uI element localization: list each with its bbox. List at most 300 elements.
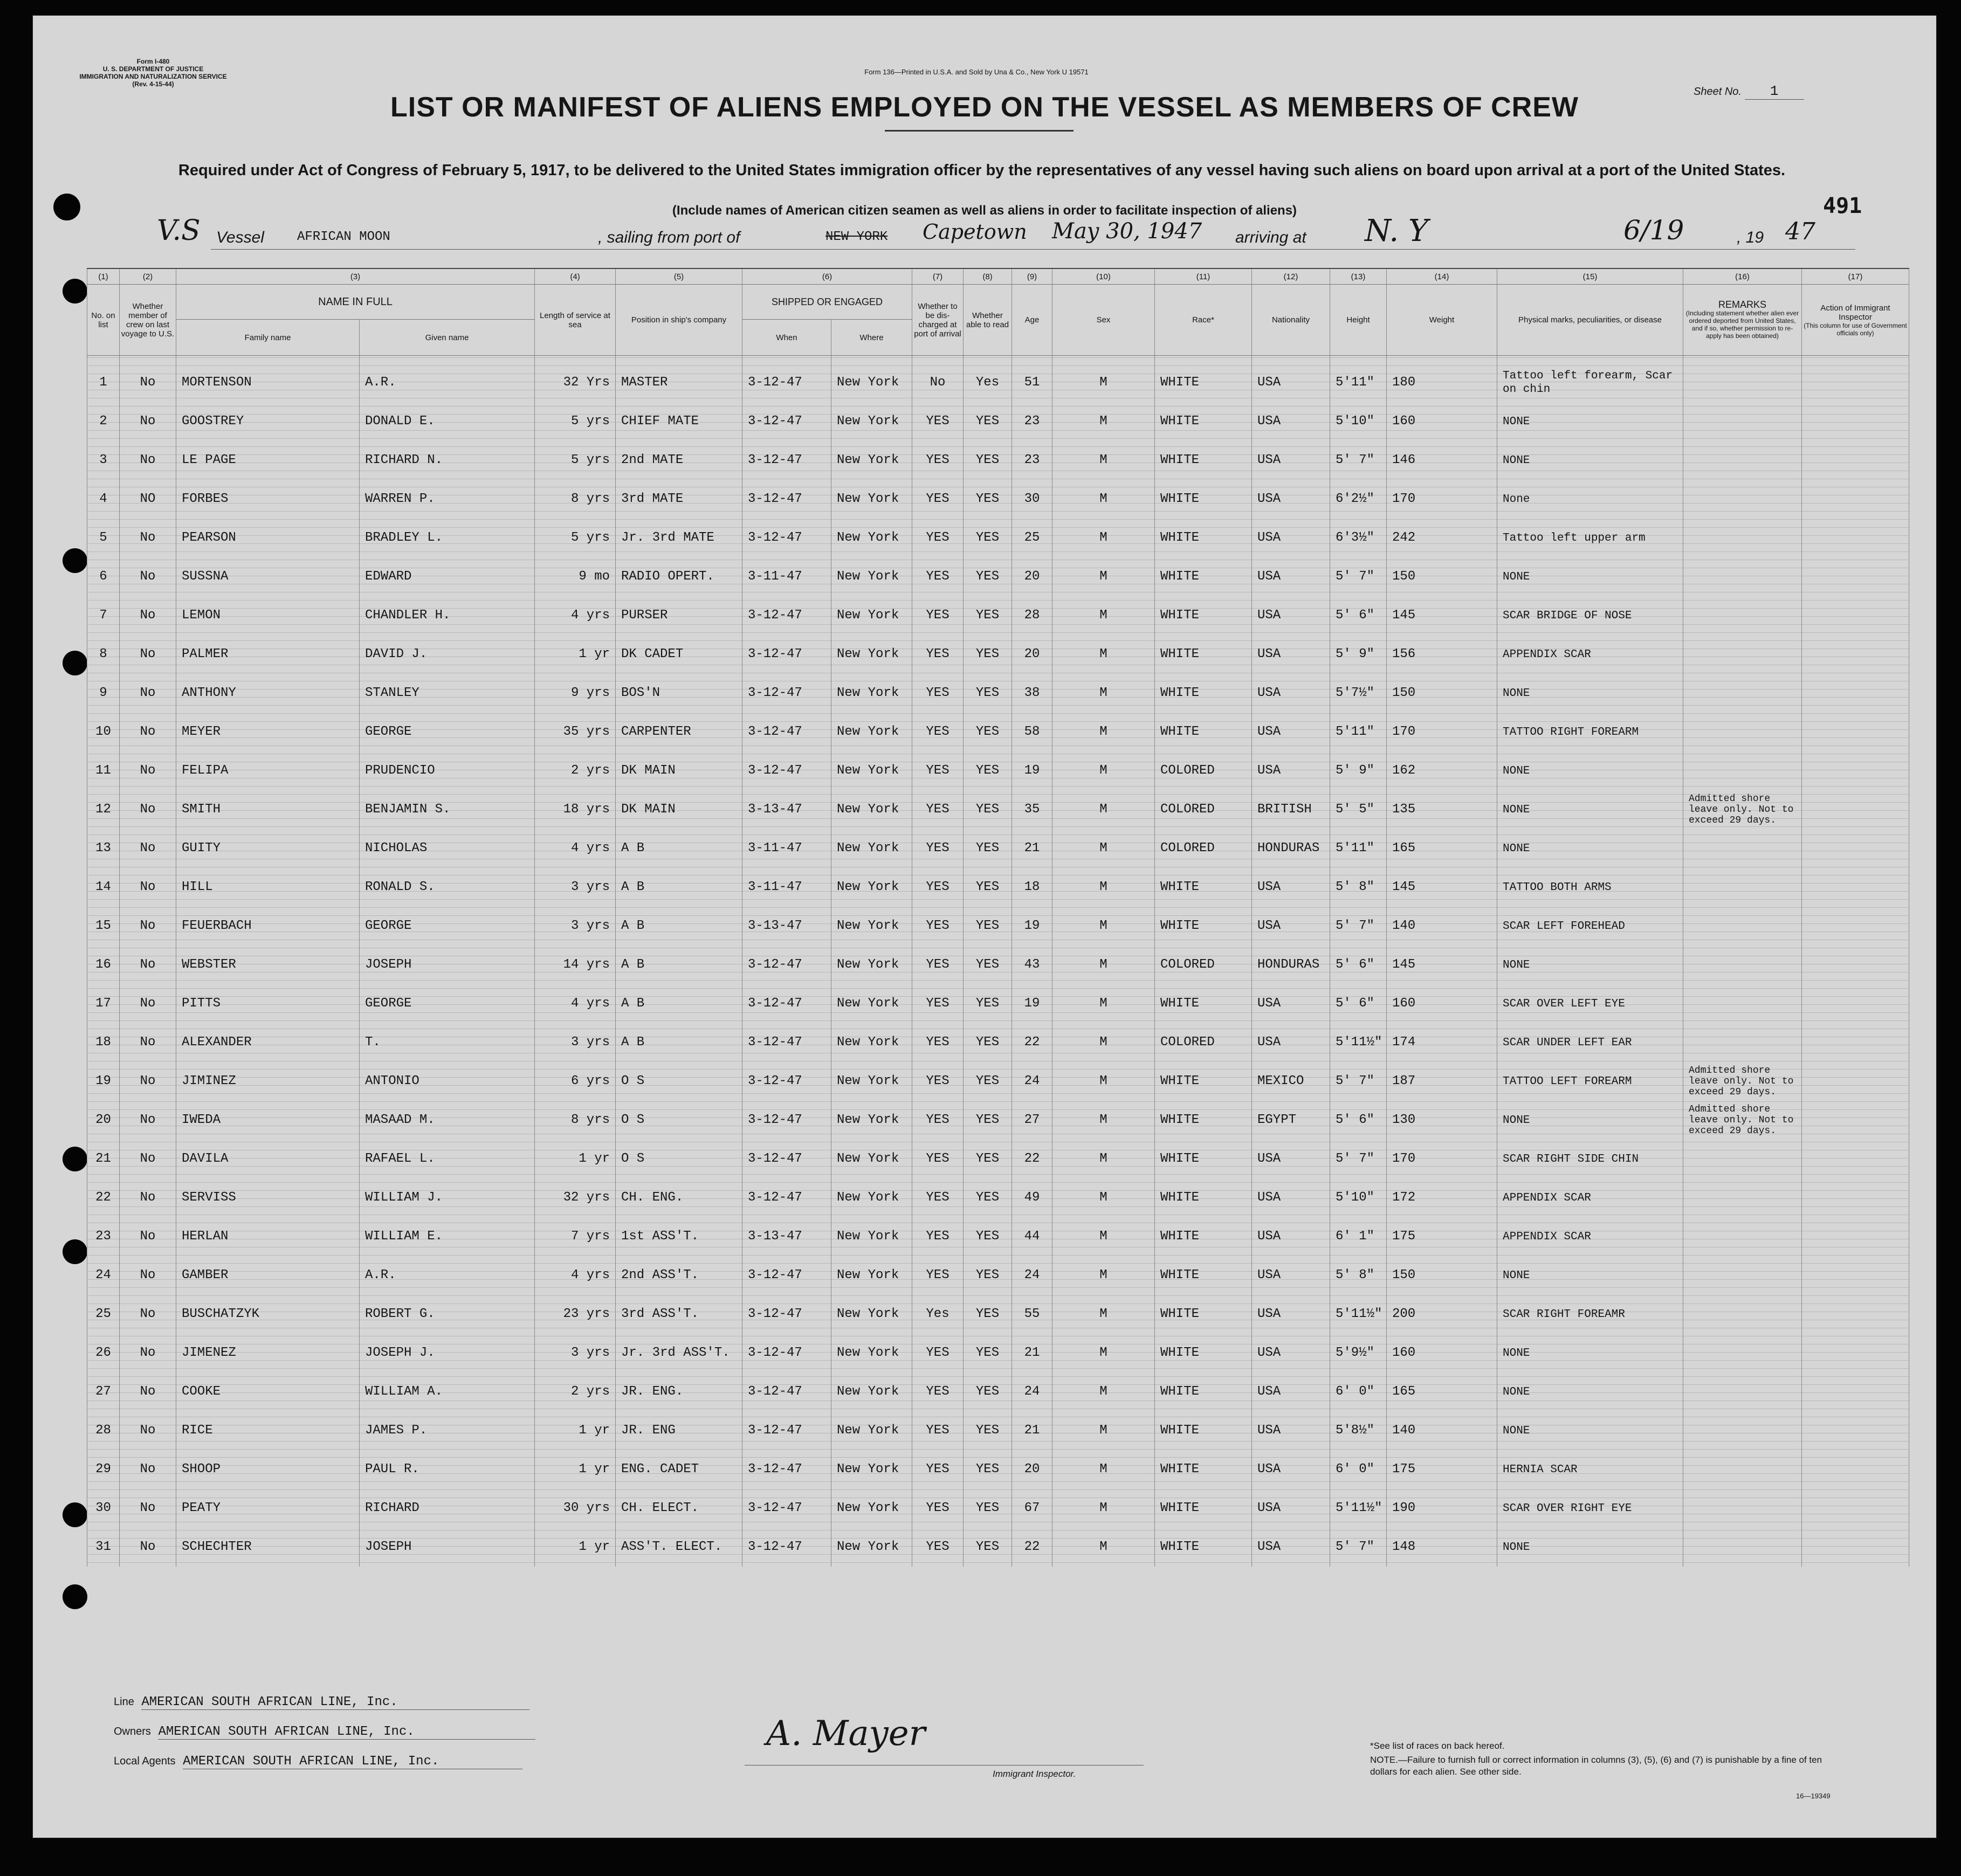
family-name-cell: FELIPA: [176, 751, 360, 790]
length-of-service-cell: 35 yrs: [535, 713, 616, 751]
list-number-cell: 30: [87, 1489, 120, 1528]
header-discharged: Whether to be dis-charged at port of arrival: [912, 285, 964, 356]
inspector-action-cell: [1802, 596, 1909, 635]
race-cell: WHITE: [1155, 1062, 1252, 1101]
shipped-where-cell: New York: [831, 635, 912, 674]
sailing-port: Capetown: [923, 220, 1027, 244]
race-cell: WHITE: [1155, 1372, 1252, 1411]
inspector-action-cell: [1802, 480, 1909, 519]
shipped-where-cell: New York: [831, 1372, 912, 1411]
age-cell: 43: [1012, 946, 1052, 984]
action-title: Action of Immigrant Inspector: [1820, 303, 1890, 322]
able-to-read-cell: YES: [964, 1023, 1012, 1062]
crew-row: [87, 1062, 1909, 1101]
remarks-cell: [1683, 402, 1802, 441]
crew-row: [87, 480, 1909, 519]
discharged-cell: YES: [912, 1334, 964, 1372]
given-name-cell: ROBERT G.: [360, 1295, 535, 1334]
header-height: Height: [1330, 285, 1387, 356]
list-number-cell: 8: [87, 635, 120, 674]
prev-voyage-cell: No: [120, 1062, 176, 1101]
crew-row: [87, 1140, 1909, 1178]
length-of-service-cell: 5 yrs: [535, 402, 616, 441]
age-cell: 22: [1012, 1023, 1052, 1062]
given-name-cell: STANLEY: [360, 674, 535, 713]
remarks-note: (Including statement whether alien ever ordered deported from United States, and if so, whether permission to re-apply has been obtained): [1685, 309, 1799, 340]
prev-voyage-cell: No: [120, 829, 176, 868]
given-name-cell: DAVID J.: [360, 635, 535, 674]
list-number-cell: 22: [87, 1178, 120, 1217]
physical-marks-cell: SCAR LEFT FOREHEAD: [1497, 907, 1683, 946]
family-name-cell: JIMINEZ: [176, 1062, 360, 1101]
able-to-read-cell: YES: [964, 1295, 1012, 1334]
length-of-service-cell: 30 yrs: [535, 1489, 616, 1528]
prev-voyage-cell: No: [120, 1372, 176, 1411]
given-name-cell: JAMES P.: [360, 1411, 535, 1450]
age-cell: 35: [1012, 790, 1052, 829]
header-nationality: Nationality: [1252, 285, 1330, 356]
shipped-when-cell: 3-12-47: [742, 1023, 831, 1062]
height-cell: 5'11½": [1330, 1489, 1387, 1528]
given-name-cell: WILLIAM E.: [360, 1217, 535, 1256]
sheet-number: 1: [1745, 83, 1804, 100]
remarks-cell: [1683, 907, 1802, 946]
crew-row: [87, 1217, 1909, 1256]
length-of-service-cell: 23 yrs: [535, 1295, 616, 1334]
physical-marks-cell: NONE: [1497, 557, 1683, 596]
weight-cell: 190: [1387, 1489, 1497, 1528]
weight-cell: 172: [1387, 1178, 1497, 1217]
inspector-action-cell: [1802, 751, 1909, 790]
prev-voyage-cell: No: [120, 1140, 176, 1178]
age-cell: 30: [1012, 480, 1052, 519]
age-cell: 18: [1012, 868, 1052, 907]
sailing-label: , sailing from port of: [598, 229, 740, 246]
able-to-read-cell: YES: [964, 1489, 1012, 1528]
physical-marks-cell: SCAR UNDER LEFT EAR: [1497, 1023, 1683, 1062]
length-of-service-cell: 8 yrs: [535, 480, 616, 519]
prev-voyage-cell: No: [120, 1411, 176, 1450]
position-cell: 3rd ASS'T.: [616, 1295, 742, 1334]
race-cell: WHITE: [1155, 1528, 1252, 1567]
family-name-cell: SCHECHTER: [176, 1528, 360, 1567]
race-cell: WHITE: [1155, 984, 1252, 1023]
header-physical-marks: Physical marks, peculiarities, or disease: [1497, 285, 1683, 356]
sex-cell: M: [1052, 713, 1155, 751]
position-cell: CH. ENG.: [616, 1178, 742, 1217]
shipped-when-cell: 3-11-47: [742, 868, 831, 907]
race-cell: WHITE: [1155, 713, 1252, 751]
crew-row: [87, 907, 1909, 946]
age-cell: 20: [1012, 635, 1052, 674]
weight-cell: 160: [1387, 984, 1497, 1023]
list-number-cell: 24: [87, 1256, 120, 1295]
shipped-when-cell: 3-12-47: [742, 1489, 831, 1528]
sex-cell: M: [1052, 829, 1155, 868]
vessel-prefix: V.S: [157, 215, 201, 247]
remarks-cell: [1683, 1372, 1802, 1411]
physical-marks-cell: Tattoo left forearm, Scar on chin: [1497, 356, 1683, 403]
col-num-7: (7): [912, 268, 964, 285]
shipped-where-cell: New York: [831, 1178, 912, 1217]
nationality-cell: USA: [1252, 635, 1330, 674]
remarks-cell: [1683, 356, 1802, 403]
header-no-on-list: No. on list: [87, 285, 120, 356]
age-cell: 23: [1012, 402, 1052, 441]
list-number-cell: 20: [87, 1101, 120, 1140]
family-name-cell: ANTHONY: [176, 674, 360, 713]
prev-voyage-cell: No: [120, 596, 176, 635]
length-of-service-cell: 1 yr: [535, 1140, 616, 1178]
nationality-cell: USA: [1252, 1528, 1330, 1567]
physical-marks-cell: NONE: [1497, 1256, 1683, 1295]
remarks-cell: [1683, 557, 1802, 596]
physical-marks-cell: APPENDIX SCAR: [1497, 1178, 1683, 1217]
list-number-cell: 5: [87, 519, 120, 557]
height-cell: 6' 0": [1330, 1450, 1387, 1489]
shipped-when-cell: 3-12-47: [742, 1411, 831, 1450]
shipped-when-cell: 3-11-47: [742, 829, 831, 868]
col-num-17: (17): [1802, 268, 1909, 285]
shipped-where-cell: New York: [831, 713, 912, 751]
header-race: Race*: [1155, 285, 1252, 356]
family-name-cell: HERLAN: [176, 1217, 360, 1256]
race-cell: WHITE: [1155, 868, 1252, 907]
remarks-cell: [1683, 1489, 1802, 1528]
family-name-cell: PEATY: [176, 1489, 360, 1528]
height-cell: 5' 5": [1330, 790, 1387, 829]
family-name-cell: JIMENEZ: [176, 1334, 360, 1372]
prev-voyage-cell: No: [120, 356, 176, 403]
list-number-cell: 9: [87, 674, 120, 713]
length-of-service-cell: 4 yrs: [535, 596, 616, 635]
crew-row: [87, 1178, 1909, 1217]
race-cell: WHITE: [1155, 480, 1252, 519]
header-weight: Weight: [1387, 285, 1497, 356]
sex-cell: M: [1052, 907, 1155, 946]
header-prev-voyage: Whether member of crew on last voyage to U.S.: [120, 285, 176, 356]
discharged-cell: YES: [912, 519, 964, 557]
nationality-cell: USA: [1252, 557, 1330, 596]
prev-voyage-cell: No: [120, 1295, 176, 1334]
family-name-cell: MEYER: [176, 713, 360, 751]
position-cell: JR. ENG.: [616, 1372, 742, 1411]
header-sex: Sex: [1052, 285, 1155, 356]
physical-marks-cell: SCAR BRIDGE OF NOSE: [1497, 596, 1683, 635]
shipped-when-cell: 3-12-47: [742, 1140, 831, 1178]
physical-marks-cell: Tattoo left upper arm: [1497, 519, 1683, 557]
crew-row: [87, 441, 1909, 480]
length-of-service-cell: 32 yrs: [535, 1178, 616, 1217]
nationality-cell: USA: [1252, 441, 1330, 480]
position-cell: DK MAIN: [616, 751, 742, 790]
shipped-when-cell: 3-12-47: [742, 1372, 831, 1411]
col-num-4: (4): [535, 268, 616, 285]
given-name-cell: DONALD E.: [360, 402, 535, 441]
shipped-where-cell: New York: [831, 557, 912, 596]
inspector-action-cell: [1802, 1528, 1909, 1567]
shipped-where-cell: New York: [831, 1256, 912, 1295]
shipped-when-cell: 3-13-47: [742, 907, 831, 946]
position-cell: A B: [616, 984, 742, 1023]
weight-cell: 140: [1387, 907, 1497, 946]
given-name-cell: RONALD S.: [360, 868, 535, 907]
family-name-cell: BUSCHATZYK: [176, 1295, 360, 1334]
position-cell: CARPENTER: [616, 713, 742, 751]
sex-cell: M: [1052, 1178, 1155, 1217]
weight-cell: 180: [1387, 356, 1497, 403]
discharged-cell: YES: [912, 907, 964, 946]
family-name-cell: LEMON: [176, 596, 360, 635]
weight-cell: 242: [1387, 519, 1497, 557]
discharged-cell: YES: [912, 596, 964, 635]
crew-row: [87, 1334, 1909, 1372]
nationality-cell: USA: [1252, 1023, 1330, 1062]
weight-cell: 156: [1387, 635, 1497, 674]
shipped-when-cell: 3-12-47: [742, 1062, 831, 1101]
shipped-when-cell: 3-13-47: [742, 1217, 831, 1256]
sex-cell: M: [1052, 674, 1155, 713]
agents-label: Local Agents: [114, 1755, 176, 1767]
age-cell: 22: [1012, 1528, 1052, 1567]
vessel-label: Vessel: [216, 229, 264, 246]
physical-marks-cell: NONE: [1497, 946, 1683, 984]
age-cell: 38: [1012, 674, 1052, 713]
sex-cell: M: [1052, 519, 1155, 557]
weight-cell: 165: [1387, 1372, 1497, 1411]
inspector-action-cell: [1802, 1411, 1909, 1450]
discharged-cell: YES: [912, 402, 964, 441]
given-name-cell: A.R.: [360, 1256, 535, 1295]
form-number: Form I-480: [136, 58, 170, 65]
length-of-service-cell: 4 yrs: [535, 829, 616, 868]
crew-row: [87, 1489, 1909, 1528]
inspector-action-cell: [1802, 829, 1909, 868]
form-identification: [75, 58, 231, 88]
prev-voyage-cell: No: [120, 1334, 176, 1372]
sex-cell: M: [1052, 480, 1155, 519]
position-cell: CHIEF MATE: [616, 402, 742, 441]
family-name-cell: LE PAGE: [176, 441, 360, 480]
weight-cell: 150: [1387, 674, 1497, 713]
list-number-cell: 13: [87, 829, 120, 868]
header-shipped: SHIPPED OR ENGAGED: [742, 285, 912, 320]
shipped-where-cell: New York: [831, 519, 912, 557]
crew-row: [87, 356, 1909, 403]
list-number-cell: 7: [87, 596, 120, 635]
length-of-service-cell: 14 yrs: [535, 946, 616, 984]
length-of-service-cell: 3 yrs: [535, 907, 616, 946]
weight-cell: 175: [1387, 1450, 1497, 1489]
list-number-cell: 15: [87, 907, 120, 946]
position-cell: ENG. CADET: [616, 1450, 742, 1489]
length-of-service-cell: 1 yr: [535, 635, 616, 674]
discharged-cell: YES: [912, 1101, 964, 1140]
able-to-read-cell: YES: [964, 402, 1012, 441]
shipped-when-cell: 3-12-47: [742, 1101, 831, 1140]
given-name-cell: GEORGE: [360, 907, 535, 946]
col-num-3: (3): [176, 268, 535, 285]
family-name-cell: PALMER: [176, 635, 360, 674]
shipped-where-cell: New York: [831, 946, 912, 984]
able-to-read-cell: YES: [964, 751, 1012, 790]
age-cell: 21: [1012, 829, 1052, 868]
inspector-action-cell: [1802, 984, 1909, 1023]
physical-marks-cell: NONE: [1497, 402, 1683, 441]
nationality-cell: USA: [1252, 1256, 1330, 1295]
shipped-when-cell: 3-12-47: [742, 1178, 831, 1217]
family-name-cell: HILL: [176, 868, 360, 907]
inspector-action-cell: [1802, 1140, 1909, 1178]
length-of-service-cell: 9 mo: [535, 557, 616, 596]
nationality-cell: USA: [1252, 674, 1330, 713]
physical-marks-cell: SCAR OVER LEFT EYE: [1497, 984, 1683, 1023]
discharged-cell: YES: [912, 1023, 964, 1062]
inspector-action-cell: [1802, 1178, 1909, 1217]
department-name: U. S. DEPARTMENT OF JUSTICE: [102, 65, 204, 73]
sex-cell: M: [1052, 868, 1155, 907]
position-cell: MASTER: [616, 356, 742, 403]
remarks-cell: [1683, 596, 1802, 635]
nationality-cell: USA: [1252, 356, 1330, 403]
age-cell: 21: [1012, 1411, 1052, 1450]
position-cell: A B: [616, 907, 742, 946]
remarks-cell: [1683, 674, 1802, 713]
remarks-cell: [1683, 1411, 1802, 1450]
inspector-action-cell: [1802, 1217, 1909, 1256]
crew-row: [87, 1101, 1909, 1140]
nationality-cell: USA: [1252, 1178, 1330, 1217]
arriving-port: N. Y: [1365, 213, 1428, 249]
weight-cell: 150: [1387, 557, 1497, 596]
race-cell: WHITE: [1155, 596, 1252, 635]
height-cell: 6' 1": [1330, 1217, 1387, 1256]
age-cell: 24: [1012, 1062, 1052, 1101]
crew-table: [87, 268, 1909, 1567]
prev-voyage-cell: No: [120, 519, 176, 557]
able-to-read-cell: YES: [964, 1062, 1012, 1101]
family-name-cell: GAMBER: [176, 1256, 360, 1295]
nationality-cell: USA: [1252, 1140, 1330, 1178]
nationality-cell: USA: [1252, 519, 1330, 557]
prev-voyage-cell: No: [120, 557, 176, 596]
family-name-cell: PEARSON: [176, 519, 360, 557]
crew-row: [87, 751, 1909, 790]
height-cell: 5' 8": [1330, 868, 1387, 907]
nationality-cell: USA: [1252, 1450, 1330, 1489]
discharged-cell: YES: [912, 984, 964, 1023]
length-of-service-cell: 5 yrs: [535, 441, 616, 480]
weight-cell: 145: [1387, 946, 1497, 984]
age-cell: 49: [1012, 1178, 1052, 1217]
able-to-read-cell: YES: [964, 946, 1012, 984]
nationality-cell: EGYPT: [1252, 1101, 1330, 1140]
family-name-cell: FORBES: [176, 480, 360, 519]
inspector-action-cell: [1802, 790, 1909, 829]
prev-voyage-cell: No: [120, 1217, 176, 1256]
shipped-when-cell: 3-12-47: [742, 356, 831, 403]
col-num-13: (13): [1330, 268, 1387, 285]
list-number-cell: 1: [87, 356, 120, 403]
position-cell: A B: [616, 868, 742, 907]
sex-cell: M: [1052, 1334, 1155, 1372]
age-cell: 22: [1012, 1140, 1052, 1178]
header-able-read: Whether able to read: [964, 285, 1012, 356]
prev-voyage-cell: No: [120, 441, 176, 480]
shipped-when-cell: 3-11-47: [742, 557, 831, 596]
shipped-when-cell: 3-12-47: [742, 946, 831, 984]
position-cell: 1st ASS'T.: [616, 1217, 742, 1256]
height-cell: 6' 0": [1330, 1372, 1387, 1411]
physical-marks-cell: TATTOO RIGHT FOREARM: [1497, 713, 1683, 751]
nationality-cell: USA: [1252, 1217, 1330, 1256]
header-where: Where: [831, 320, 912, 356]
age-cell: 58: [1012, 713, 1052, 751]
crew-row: [87, 868, 1909, 907]
position-cell: ASS'T. ELECT.: [616, 1528, 742, 1567]
prev-voyage-cell: No: [120, 790, 176, 829]
sex-cell: M: [1052, 356, 1155, 403]
punch-hole: [63, 651, 87, 675]
sex-cell: M: [1052, 1140, 1155, 1178]
remarks-cell: [1683, 1334, 1802, 1372]
col-num-10: (10): [1052, 268, 1155, 285]
shipped-where-cell: New York: [831, 868, 912, 907]
age-cell: 28: [1012, 596, 1052, 635]
list-number-cell: 23: [87, 1217, 120, 1256]
voyage-line: [157, 213, 1855, 256]
weight-cell: 148: [1387, 1528, 1497, 1567]
given-name-cell: WARREN P.: [360, 480, 535, 519]
shipped-where-cell: New York: [831, 1411, 912, 1450]
discharged-cell: YES: [912, 829, 964, 868]
year-label: , 19: [1737, 229, 1764, 246]
able-to-read-cell: YES: [964, 1450, 1012, 1489]
position-cell: RADIO OPERT.: [616, 557, 742, 596]
race-cell: WHITE: [1155, 1334, 1252, 1372]
discharged-cell: YES: [912, 1178, 964, 1217]
inspector-action-cell: [1802, 356, 1909, 403]
shipped-where-cell: New York: [831, 480, 912, 519]
sex-cell: M: [1052, 596, 1155, 635]
age-cell: 24: [1012, 1256, 1052, 1295]
height-cell: 5'11": [1330, 829, 1387, 868]
height-cell: 5' 6": [1330, 596, 1387, 635]
discharged-cell: YES: [912, 1256, 964, 1295]
arrival-date: 6/19: [1623, 215, 1684, 246]
discharged-cell: YES: [912, 868, 964, 907]
length-of-service-cell: 7 yrs: [535, 1217, 616, 1256]
crew-row: [87, 519, 1909, 557]
col-num-2: (2): [120, 268, 176, 285]
list-number-cell: 21: [87, 1140, 120, 1178]
family-name-cell: RICE: [176, 1411, 360, 1450]
list-number-cell: 12: [87, 790, 120, 829]
stamp-number: 491: [1823, 194, 1862, 218]
discharged-cell: YES: [912, 557, 964, 596]
crew-row: [87, 557, 1909, 596]
prev-voyage-cell: NO: [120, 480, 176, 519]
shipped-where-cell: New York: [831, 829, 912, 868]
inspector-signature: A. Mayer: [766, 1714, 926, 1754]
col-num-15: (15): [1497, 268, 1683, 285]
footer-agents: [114, 1754, 522, 1769]
position-cell: A B: [616, 1023, 742, 1062]
weight-cell: 187: [1387, 1062, 1497, 1101]
position-cell: CH. ELECT.: [616, 1489, 742, 1528]
sex-cell: M: [1052, 790, 1155, 829]
given-name-cell: WILLIAM A.: [360, 1372, 535, 1411]
